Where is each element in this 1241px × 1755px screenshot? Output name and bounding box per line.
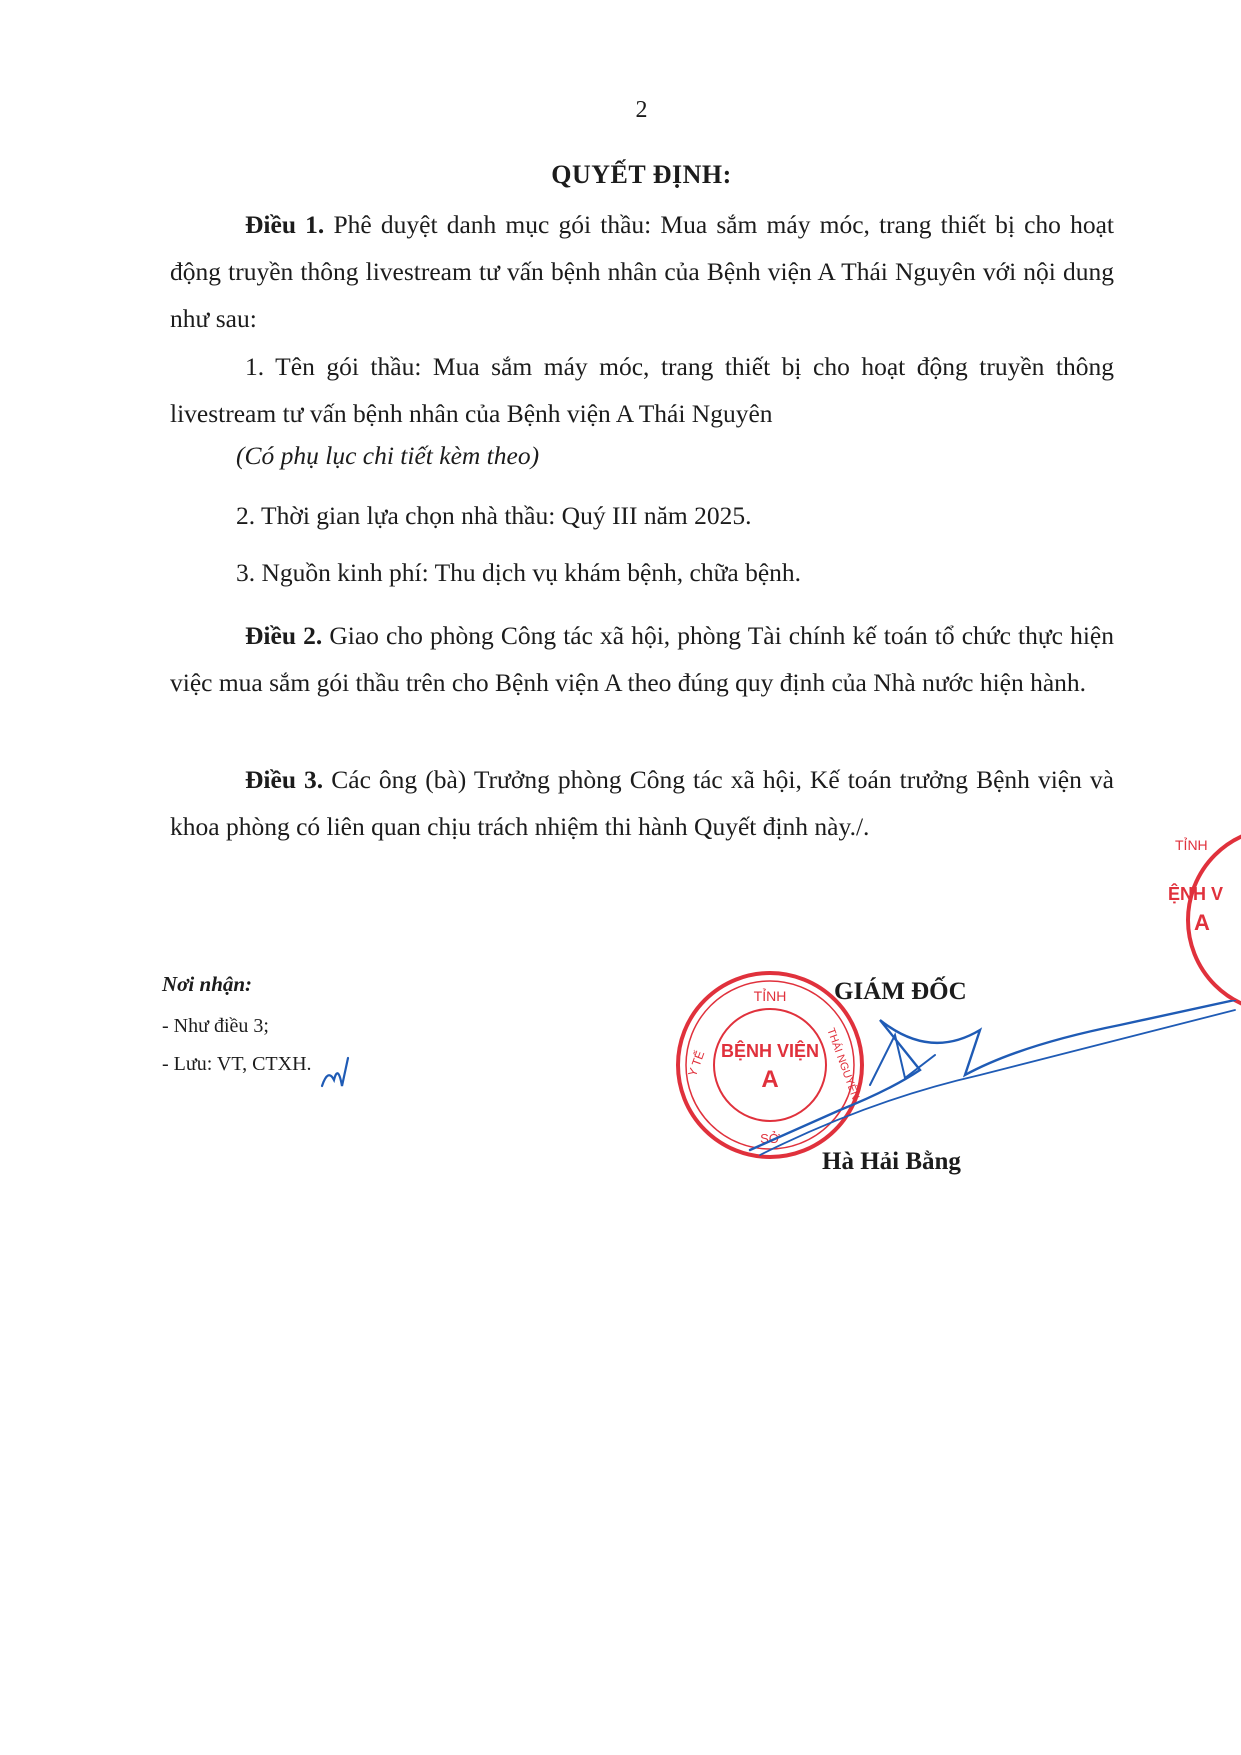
- article-2: [170, 612, 1114, 706]
- stamp-left-text: Y TẾ: [685, 1048, 708, 1079]
- article-1-label: Điều 1.: [245, 210, 325, 239]
- recipient-item: - Lưu: VT, CTXH.: [162, 1053, 312, 1075]
- stamp-right-text: THÁI NGUYÊN: [824, 1026, 862, 1102]
- signer-name: Hà Hải Bằng: [822, 1148, 961, 1175]
- partial-stamp-line-3: A: [1194, 910, 1210, 935]
- stamp-bottom-text: SỞ: [760, 1131, 780, 1146]
- article-3-label: Điều 3.: [245, 765, 324, 794]
- decision-title: QUYẾT ĐỊNH:: [551, 160, 732, 189]
- recipient-item: - Như điều 3;: [162, 1015, 269, 1037]
- recipients-block: [162, 972, 312, 1083]
- item-2-selection-time: 2. Thời gian lựa chọn nhà thầu: Quý III năm 2025.: [236, 501, 752, 530]
- article-2-text: Giao cho phòng Công tác xã hội, phòng Tài chính kế toán tổ chức thực hiện việc mua sắm gói thầu trên cho Bệnh viện A theo đúng quy định của Nhà nước hiện hành.: [170, 621, 1114, 697]
- recipients-heading: Nơi nhận:: [162, 972, 253, 996]
- partial-stamp-edge-icon: [1160, 820, 1241, 1020]
- partial-stamp-line-2: ỆNH V: [1168, 884, 1224, 904]
- item-1-package-name: 1. Tên gói thầu: Mua sắm máy móc, trang thiết bị cho hoạt động truyền thông livestream tư vấn bệnh nhân của Bệnh viện A Thái Nguyên: [170, 352, 1114, 428]
- stamp-center-text: BỆNH VIỆN: [720, 1041, 820, 1061]
- article-3: [170, 756, 1114, 850]
- signer-title: GIÁM ĐỐC: [834, 978, 967, 1005]
- partial-stamp-line-1: TỈNH: [1175, 837, 1208, 853]
- article-1-text: Phê duyệt danh mục gói thầu: Mua sắm máy móc, trang thiết bị cho hoạt động truyền thông livestream tư vấn bệnh nhân của Bệnh viện A Thái Nguyên với nội dung như sau:: [170, 210, 1115, 333]
- article-1: [170, 201, 1114, 342]
- item-3-funding-source: 3. Nguồn kinh phí: Thu dịch vụ khám bệnh, chữa bệnh.: [236, 558, 802, 587]
- appendix-note: (Có phụ lục chi tiết kèm theo): [236, 441, 540, 470]
- stamp-top-text: TỈNH: [753, 988, 787, 1004]
- article-2-label: Điều 2.: [245, 621, 323, 650]
- handwritten-signature-icon: [720, 1000, 1241, 1160]
- initials-mark-icon: [318, 1050, 364, 1096]
- article-3-text: Các ông (bà) Trưởng phòng Công tác xã hội, Kế toán trưởng Bệnh viện và khoa phòng có liên quan chịu trách nhiệm thi hành Quyết định này./.: [170, 765, 1114, 841]
- page-number: 2: [635, 97, 648, 123]
- stamp-letter: A: [761, 1066, 779, 1093]
